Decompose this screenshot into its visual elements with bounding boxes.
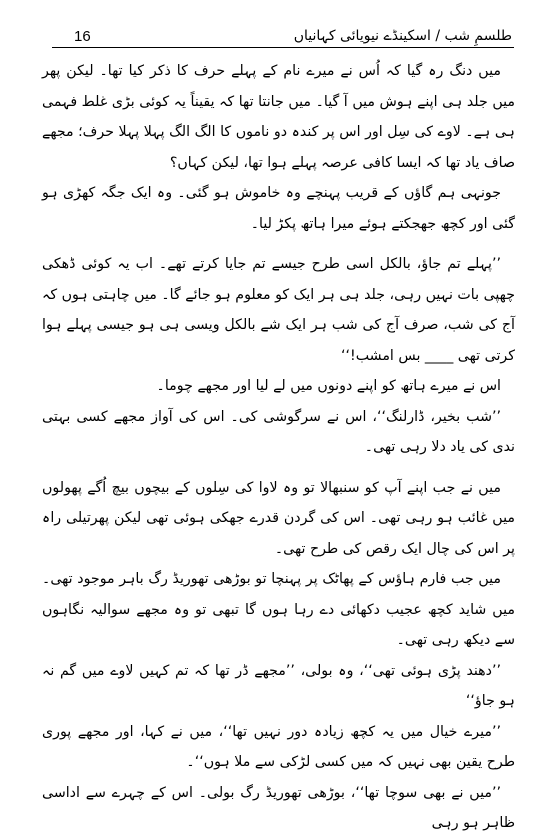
paragraph: میں دنگ رہ گیا کہ اُس نے میرے نام کے پہلے حرف کا ذکر کیا تھا۔ لیکن پھر میں جلد ہی اپنے ہوش میں آ گیا۔ میں جانتا تھا کہ یقیناً یہ کوئی بڑی غلط فہمی ہی ہے۔ لاوے کی سِل اور اس پر کندہ دو ناموں کا الگ الگ پہلا پہلا حرف؛ مجھے صاف یاد تھا کہ ایسا کافی عرصہ پہلے ہوا تھا، لیکن کہاں؟ [42, 63, 515, 171]
header-rule [52, 47, 514, 48]
paragraph: میں جب فارم ہاؤس کے پھاٹک پر پہنچا تو بوڑھی تھوریڈ رگ باہر موجود تھی۔ میں شاید کچھ عجیب دکھائی دے رہا ہوں گا تبھی تو وہ مجھے سوالیہ نگاہوں سے دیکھ رہی تھی۔ [42, 571, 515, 648]
paragraph: ’’میں نے بھی سوچا تھا‘‘، بوڑھی تھوریڈ رگ بولی۔ اس کے چہرے سے اداسی ظاہر ہو رہی [42, 784, 515, 831]
page-number: 16 [74, 28, 91, 45]
paragraph: ’’میرے خیال میں یہ کچھ زیادہ دور نہیں تھا‘‘، میں نے کہا، اور مجھے پوری طرح یقین بھی نہیں کہ میں کسی لڑکی سے ملا ہوں‘‘۔ [42, 723, 515, 770]
paragraph: ’’پہلے تم جاؤ، بالکل اسی طرح جیسے تم جایا کرتے تھے۔ اب یہ کوئی ڈھکی چھپی بات نہیں رہی، جلد ہی ہر ایک کو معلوم ہو جائے گا۔ میں چاہتی ہوں کہ آج کی شب، صرف آج کی شب ہر ایک شے بالکل ویسی ہی ہو جیسی پہلے ہوا کرتی تھی ____ بس امشب!‘‘ [42, 256, 515, 364]
running-title: طلسمِ شب / اسکینڈے نیویائی کہانیاں [293, 28, 512, 44]
paragraph: ’’دھند پڑی ہوئی تھی‘‘، وہ بولی، ’’مجھے ڈر تھا کہ تم کہیں لاوے میں گم نہ ہو جاؤ‘‘ [42, 662, 515, 709]
paragraph: اس نے میرے ہاتھ کو اپنے دونوں میں لے لیا اور مجھے چوما۔ [156, 378, 501, 394]
paragraph: میں نے جب اپنے آپ کو سنبھالا تو وہ لاوا کی سِلوں کے بیچوں بیچ اُگے پھولوں میں غائب ہو رہی تھی۔ اس کی گردن قدرے جھکی ہوئی تھی لیکن پھرتیلی راہ پر اس کی چال ایک رقص کی طرح تھی۔ [42, 479, 515, 557]
paragraph: ’’شب بخیر، ڈارلنگ‘‘، اس نے سرگوشی کی۔ اس کی آواز مجھے کسی بہتی ندی کی یاد دلا رہی تھی۔ [42, 408, 515, 455]
page-header [52, 22, 512, 46]
story-text [42, 56, 515, 839]
paragraph: جونہی ہم گاؤں کے قریب پہنچے وہ خاموش ہو گئی۔ وہ ایک جگہ کھڑی ہو گئی اور کچھ جھجکتے ہوئے میرا ہاتھ پکڑ لیا۔ [42, 185, 515, 232]
